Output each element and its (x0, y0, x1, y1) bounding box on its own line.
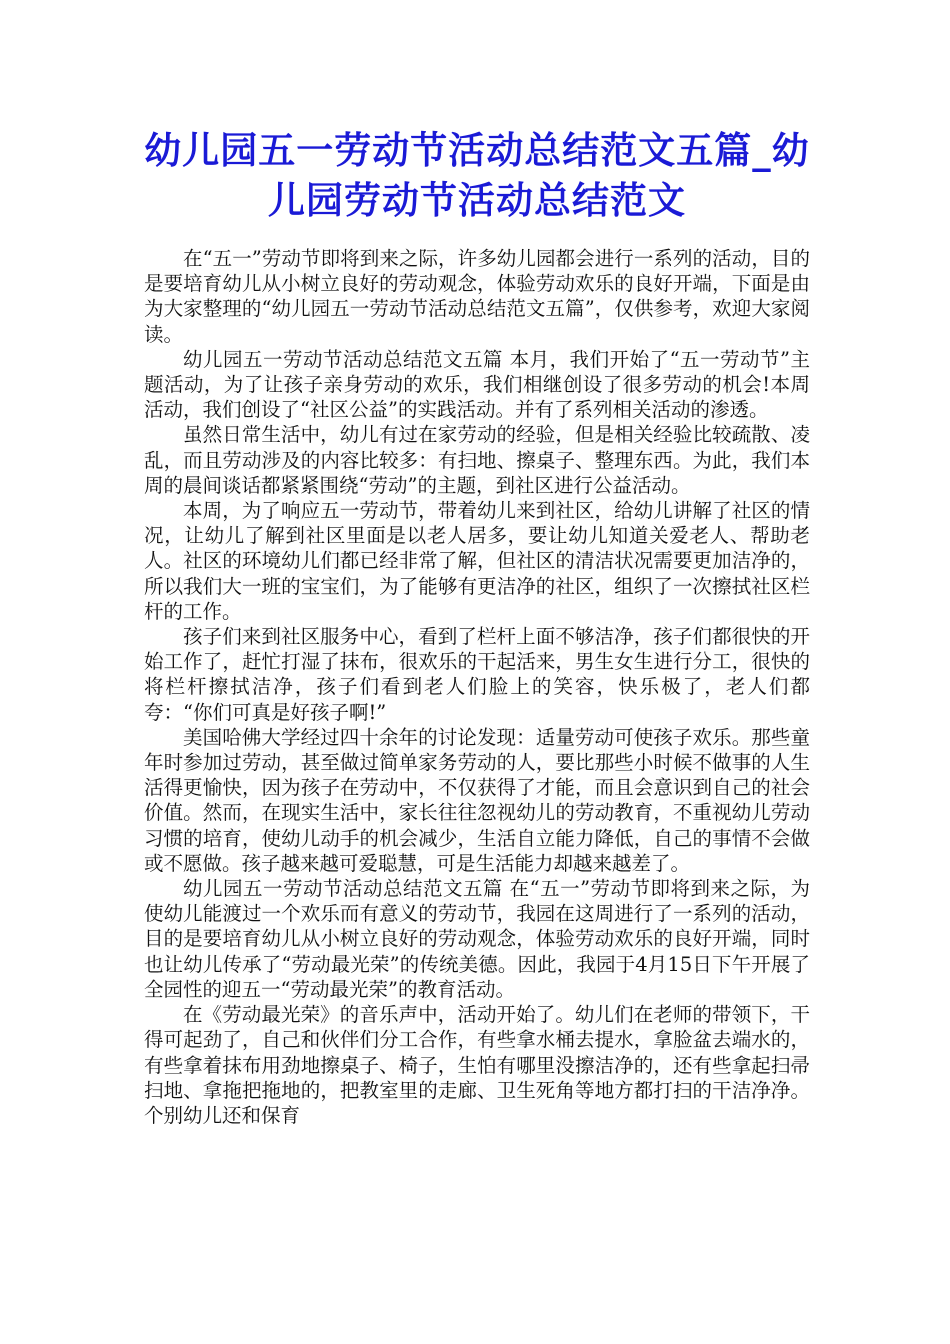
paragraph: 本周，为了响应五一劳动节，带着幼儿来到社区，给幼儿讲解了社区的情况，让幼儿了解到社区里面是以老人居多，要让幼儿知道关爱老人、帮助老人。社区的环境幼儿们都已经非常了解，但社区的清洁状况需要更加洁净的，所以我们大一班的宝宝们，为了能够有更洁净的社区，组织了一次擦拭社区栏杆的工作。 (144, 499, 810, 623)
document-title: 幼儿园五一劳动节活动总结范文五篇_幼儿园劳动节活动总结范文 (144, 129, 810, 222)
paragraph: 幼儿园五一劳动节活动总结范文五篇 在“五一”劳动节即将到来之际，为使幼儿能渡过一个欢乐而有意义的劳动节，我园在这周进行了一系列的活动，目的是要培育幼儿从小树立良好的劳动观念，体验劳动欢乐的良好开端，同时也让幼儿传承了“劳动最光荣”的传统美德。因此，我园于4月15日下午开展了全园性的迎五一“劳动最光荣”的教育活动。 (144, 877, 810, 1001)
paragraph: 在“五一”劳动节即将到来之际，许多幼儿园都会进行一系列的活动，目的是要培育幼儿从小树立良好的劳动观念，体验劳动欢乐的良好开端，下面是由为大家整理的“幼儿园五一劳动节活动总结范文五篇”，仅供参考，欢迎大家阅读。 (144, 247, 810, 346)
paragraph: 美国哈佛大学经过四十余年的讨论发现：适量劳动可使孩子欢乐。那些童年时参加过劳动，甚至做过简单家务劳动的人，要比那些小时候不做事的人生活得更愉快，因为孩子在劳动中，不仅获得了才能，而且会意识到自己的社会价值。然而，在现实生活中，家长往往忽视幼儿的劳动教育，不重视幼儿劳动习惯的培育，使幼儿动手的机会减少，生活自立能力降低，自己的事情不会做或不愿做。孩子越来越可爱聪慧，可是生活能力却越来越差了。 (144, 725, 810, 875)
paragraph: 虽然日常生活中，幼儿有过在家劳动的经验，但是相关经验比较疏散、凌乱，而且劳动涉及的内容比较多：有扫地、擦桌子、整理东西。为此，我们本周的晨间谈话都紧紧围绕“劳动”的主题，到社区进行公益活动。 (144, 423, 810, 497)
paragraph: 幼儿园五一劳动节活动总结范文五篇 本月，我们开始了“五一劳动节”主题活动，为了让孩子亲身劳动的欢乐，我们相继创设了很多劳动的机会!本周活动，我们创设了“社区公益”的实践活动。并有了系列相关活动的渗透。 (144, 347, 810, 422)
document-body (144, 246, 810, 1128)
paragraph: 在《劳动最光荣》的音乐声中，活动开始了。幼儿们在老师的带领下，干得可起劲了，自己和伙伴们分工合作，有些拿水桶去提水，拿脸盆去端水的，有些拿着抹布用劲地擦桌子、椅子，生怕有哪里没擦洁净的，还有些拿起扫帚扫地、拿拖把拖地的，把教室里的走廊、卫生死角等地方都打扫的干洁净净。个别幼儿还和保育 (144, 1003, 810, 1127)
document-page (144, 126, 810, 1128)
paragraph: 孩子们来到社区服务中心，看到了栏杆上面不够洁净，孩子们都很快的开始工作了，赶忙打湿了抹布，很欢乐的干起活来，男生女生进行分工，很快的将栏杆擦拭洁净，孩子们看到老人们脸上的笑容，快乐极了，老人们都夸：“你们可真是好孩子啊!” (144, 625, 810, 724)
